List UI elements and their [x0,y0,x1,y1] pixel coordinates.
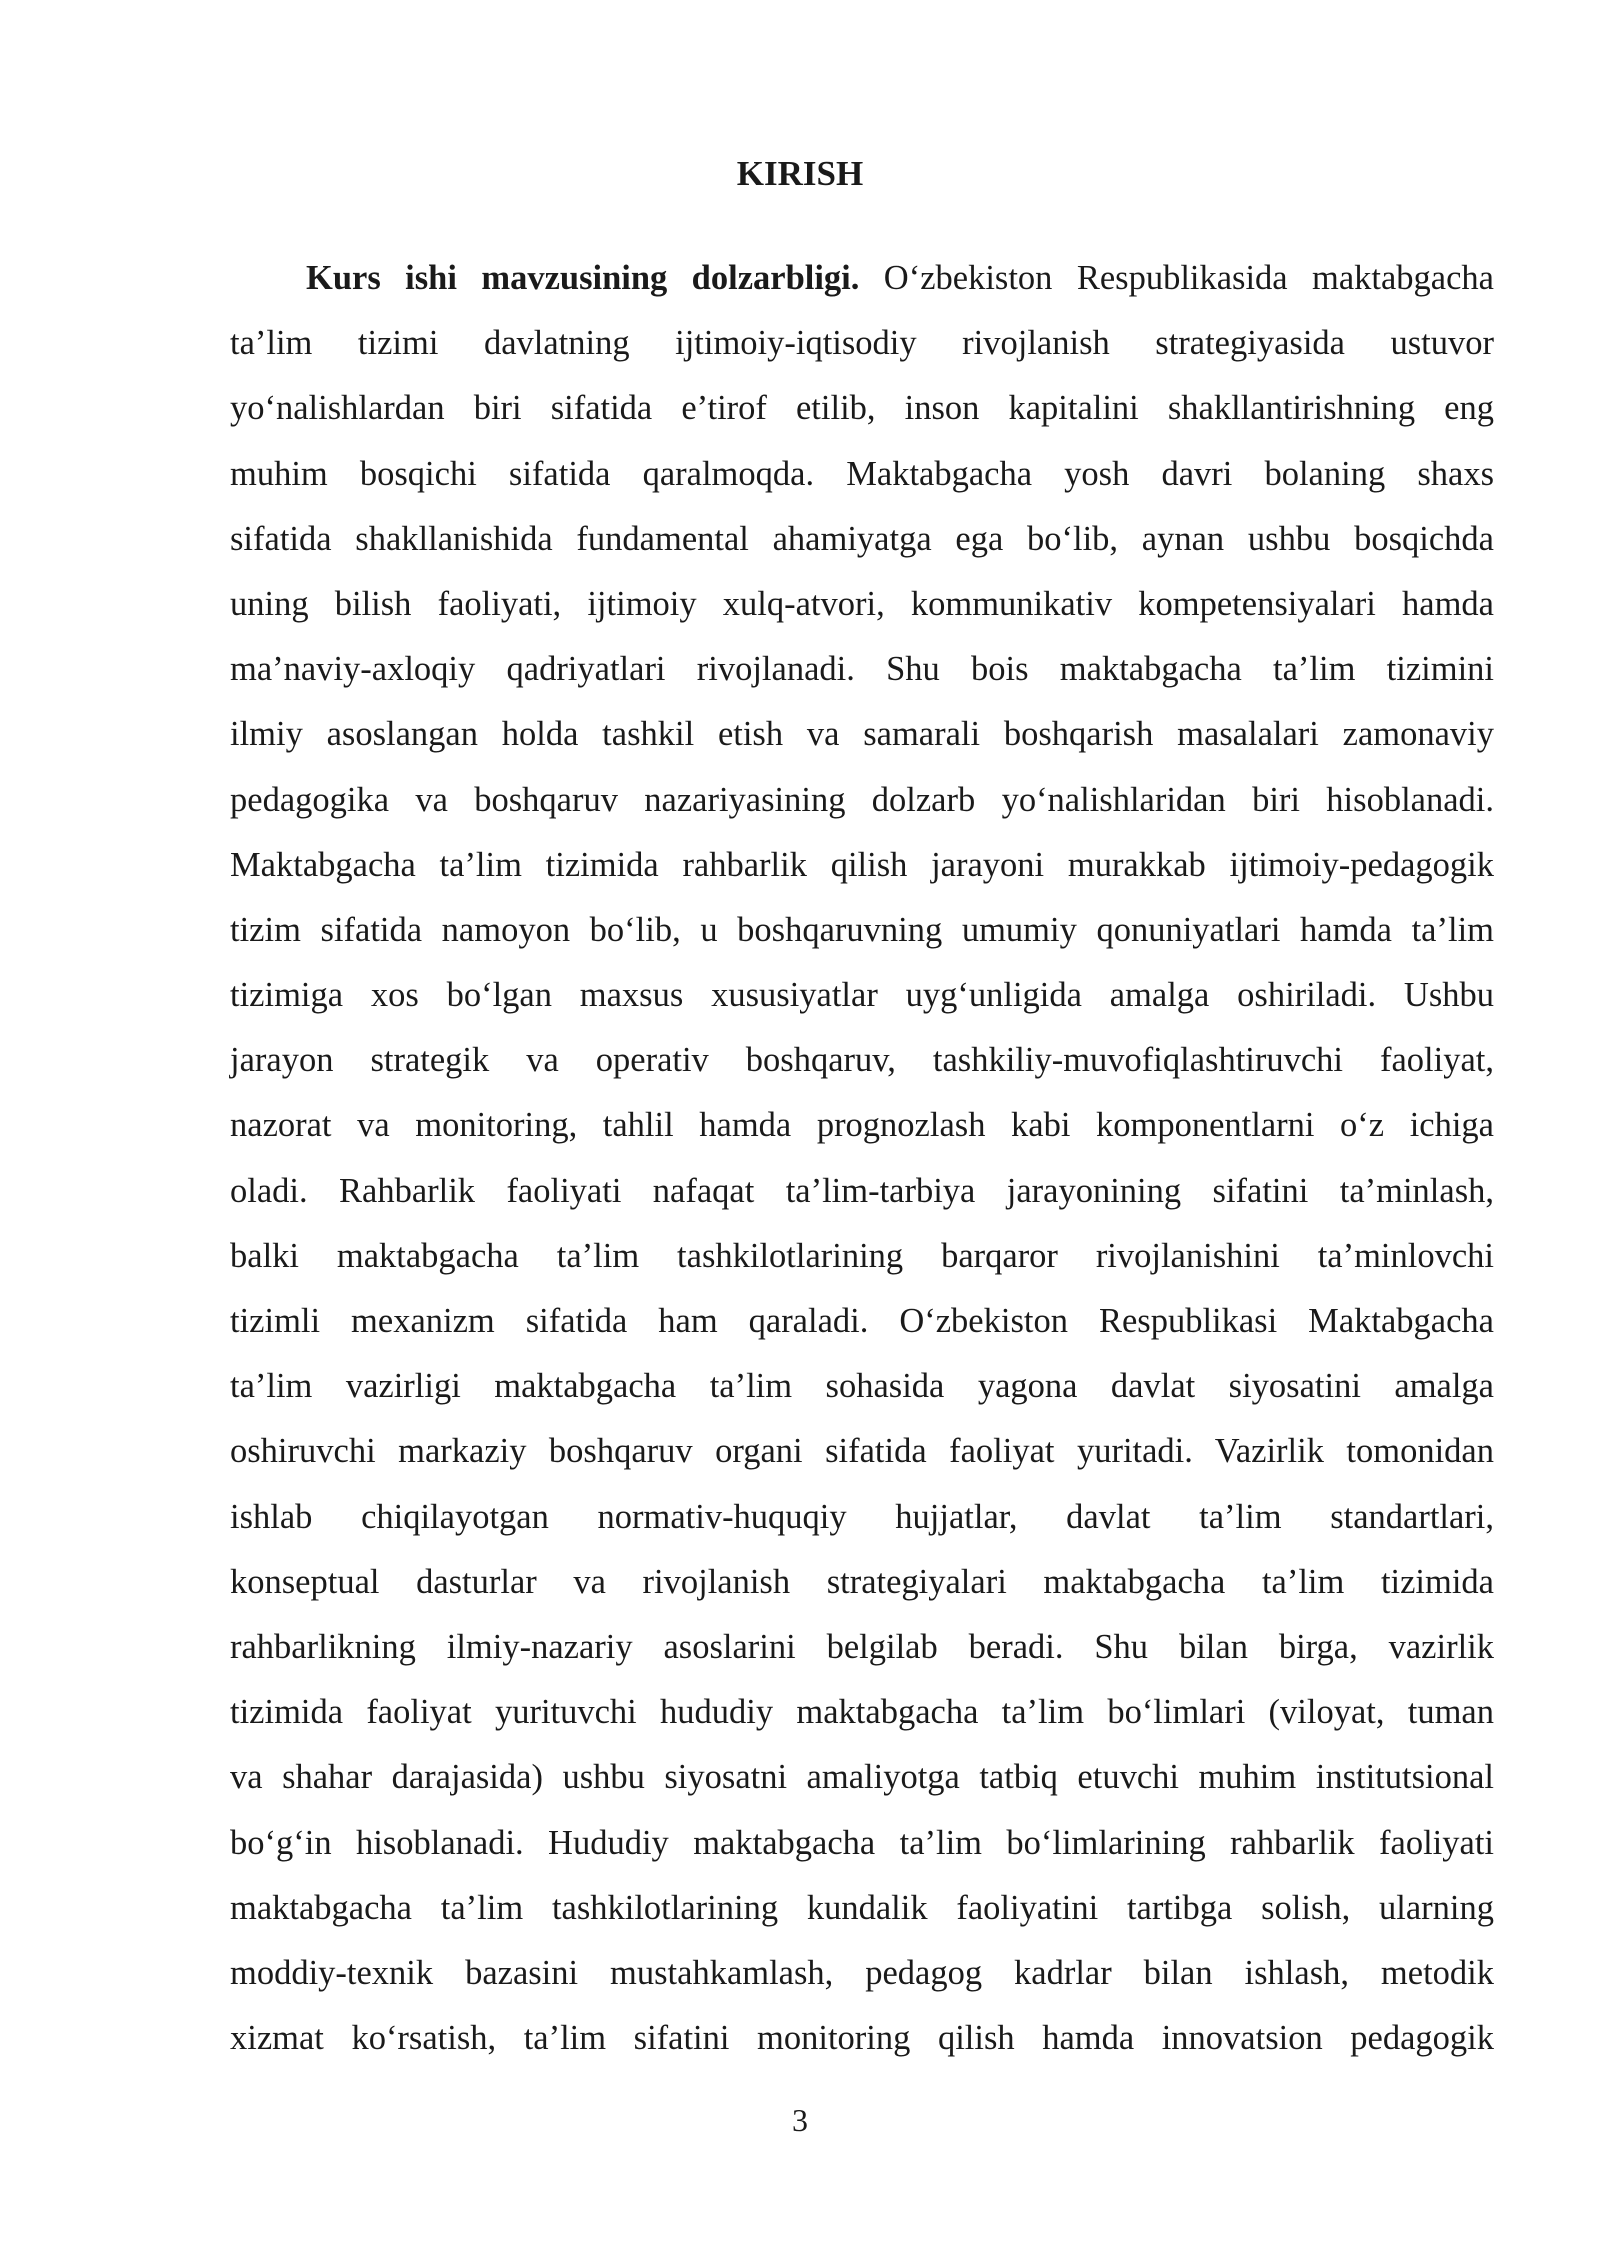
paragraph-line: moddiy-texnik bazasini mustahkamlash, pedagog kadrlar bilan ishlash, metodik [230,1953,1494,1992]
paragraph-line: nazorat va monitoring, tahlil hamda prognozlash kabi komponentlarni o‘z ichiga [230,1106,1494,1145]
paragraph-line: balki maktabgacha ta’lim tashkilotlarining barqaror rivojlanishini ta’minlovchi [230,1236,1494,1275]
paragraph-line: pedagogika va boshqaruv nazariyasining dolzarb yo‘nalishlaridan biri hisoblanadi. [230,780,1494,819]
body-paragraph [230,254,1494,2079]
paragraph-line: ma’naviy-axloqiy qadriyatlari rivojlanadi. Shu bois maktabgacha ta’lim tizimini [230,650,1494,689]
paragraph-line: uning bilish faoliyati, ijtimoiy xulq-atvori, kommunikativ kompetensiyalari hamda [230,584,1494,623]
paragraph-line: sifatida shakllanishida fundamental ahamiyatga ega bo‘lib, aynan ushbu bosqichda [230,519,1494,558]
paragraph-line: tizimli mexanizm sifatida ham qaraladi. O‘zbekiston Respublikasi Maktabgacha [230,1302,1494,1340]
page-number: 3 [792,2102,808,2138]
paragraph-line: xizmat ko‘rsatish, ta’lim sifatini monitoring qilish hamda innovatsion pedagogik [230,2019,1494,2058]
paragraph-line: muhim bosqichi sifatida qaralmoqda. Maktabgacha yosh davri bolaning shaxs [230,454,1494,493]
paragraph-line: oshiruvchi markaziy boshqaruv organi sifatida faoliyat yuritadi. Vazirlik tomonidan [230,1432,1494,1471]
paragraph-line: yo‘nalishlardan biri sifatida e’tirof etilib, inson kapitalini shakllantirishning eng [230,389,1494,428]
paragraph-line: konseptual dasturlar va rivojlanish strategiyalari maktabgacha ta’lim tizimida [230,1562,1494,1601]
paragraph-line: ta’lim tizimi davlatning ijtimoiy-iqtisodiy rivojlanish strategiyasida ustuvor [230,324,1494,363]
paragraph-line: tizim sifatida namoyon bo‘lib, u boshqaruvning umumiy qonuniyatlari hamda ta’lim [230,910,1494,949]
paragraph-line: jarayon strategik va operativ boshqaruv, tashkiliy-muvofiqlashtiruvchi faoliyat, [230,1041,1494,1080]
paragraph-line: tizimiga xos bo‘lgan maxsus xususiyatlar uyg‘unligida amalga oshiriladi. Ushbu [230,976,1494,1015]
paragraph-line: ilmiy asoslangan holda tashkil etish va samarali boshqarish masalalari zamonaviy [230,715,1494,754]
paragraph-line: ishlab chiqilayotgan normativ-huquqiy hujjatlar, davlat ta’lim standartlari, [230,1497,1494,1536]
paragraph-line: oladi. Rahbarlik faoliyati nafaqat ta’lim-tarbiya jarayonining sifatini ta’minlash, [230,1171,1494,1210]
paragraph-line: maktabgacha ta’lim tashkilotlarining kundalik faoliyatini tartibga solish, ularning [230,1888,1494,1927]
paragraph-line [230,254,1494,319]
paragraph-line: rahbarlikning ilmiy-nazariy asoslarini belgilab beradi. Shu bilan birga, vazirlik [230,1627,1494,1666]
paragraph-line: Maktabgacha ta’lim tizimida rahbarlik qilish jarayoni murakkab ijtimoiy-pedagogik [230,845,1494,884]
section-heading: KIRISH [736,154,864,193]
paragraph-line: va shahar darajasida) ushbu siyosatni amaliyotga tatbiq etuvchi muhim institutsional [230,1758,1494,1797]
paragraph-line-text: O‘zbekiston Respublikasida maktabgacha [859,259,1494,297]
paragraph-line: tizimida faoliyat yurituvchi hududiy maktabgacha ta’lim bo‘limlari (viloyat, tuman [230,1693,1494,1732]
paragraph-line: ta’lim vazirligi maktabgacha ta’lim sohasida yagona davlat siyosatini amalga [230,1367,1494,1406]
paragraph-lead: Kurs ishi mavzusining dolzarbligi. [306,259,860,297]
paragraph-line: bo‘g‘in hisoblanadi. Hududiy maktabgacha ta’lim bo‘limlarining rahbarlik faoliyati [230,1823,1494,1862]
